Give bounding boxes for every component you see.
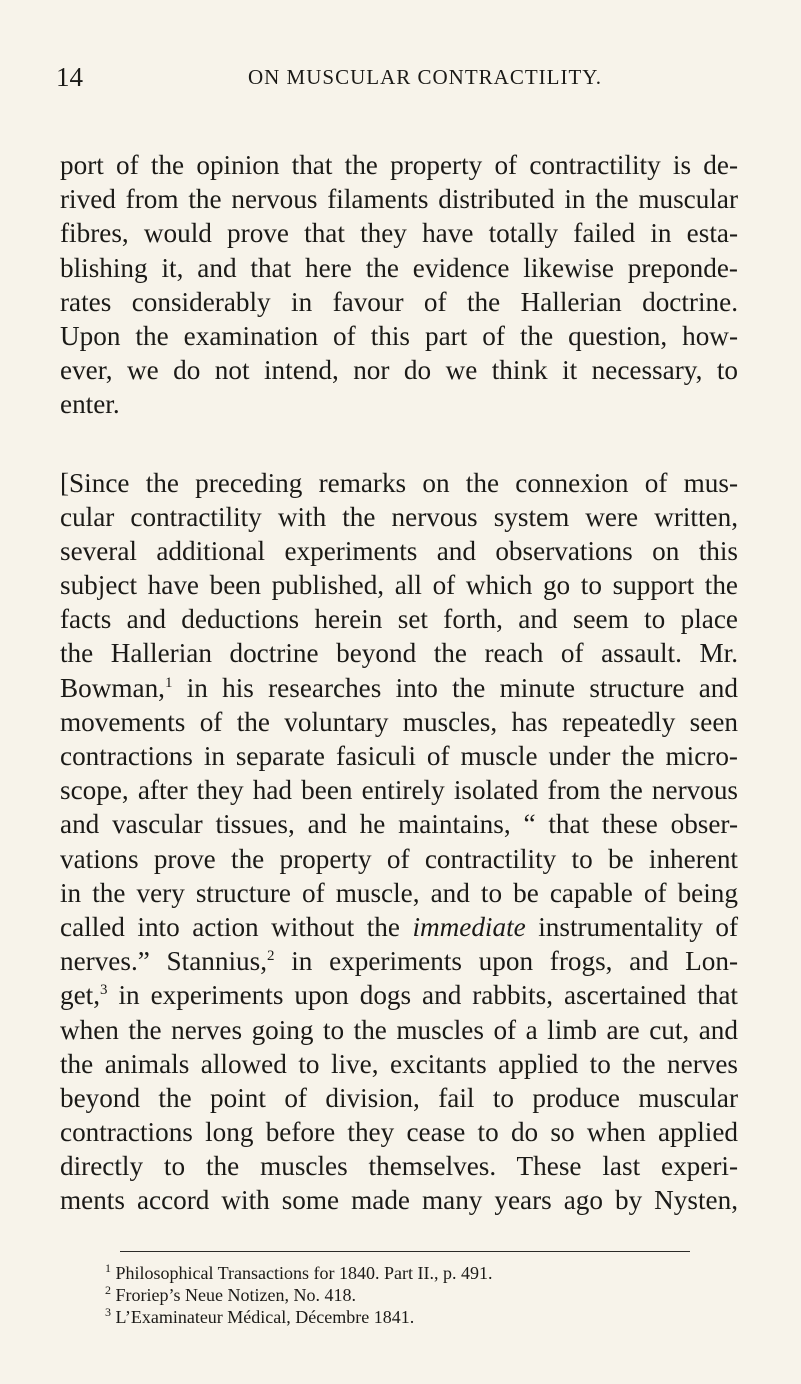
- footnote-marker: 3: [105, 1305, 111, 1319]
- emphasis: immediate: [412, 911, 526, 942]
- footnote-marker: 1: [105, 1261, 111, 1275]
- text-line: vations prove the property of contractility to be inherent: [60, 843, 738, 874]
- footnote: [105, 1262, 725, 1284]
- text-line: and vascular tissues, and he maintains, “ that these obser-: [60, 809, 738, 840]
- text-line: when the nerves going to the muscles of a limb are cut, and: [60, 1014, 738, 1045]
- footnote: [105, 1306, 725, 1328]
- text-line: movements of the voluntary muscles, has repeatedly seen: [60, 706, 738, 737]
- footnote-divider: [120, 1251, 690, 1252]
- text-span: in his researches into the minute structure and: [172, 672, 738, 703]
- text-line: ments accord with some made many years ago by Nysten,: [60, 1185, 738, 1216]
- text-line: facts and deductions herein set forth, and seem to place: [60, 604, 738, 635]
- text-line: beyond the point of division, fail to produce muscular: [60, 1082, 738, 1113]
- page-header: [0, 62, 801, 98]
- footnote-marker: 2: [105, 1283, 111, 1297]
- page-number: 14: [56, 62, 83, 92]
- text-line: the Hallerian doctrine beyond the reach of assault. Mr.: [60, 638, 738, 669]
- text-span: instrumentality of: [525, 911, 738, 942]
- text-line: directly to the muscles themselves. These last experi-: [60, 1151, 738, 1182]
- text-span: get,: [60, 980, 101, 1011]
- running-title: ON MUSCULAR CONTRACTILITY.: [247, 65, 603, 89]
- text-span: in experiments upon dogs and rabbits, ascertained that: [107, 980, 738, 1011]
- paragraph-2: [60, 466, 738, 1218]
- text-line: contractions long before they cease to do so when applied: [60, 1117, 738, 1148]
- paragraph-1: [60, 148, 738, 422]
- text-line: rived from the nervous filaments distributed in the muscular: [60, 184, 738, 215]
- text-span: in experiments upon frogs, and Lon-: [274, 946, 738, 977]
- footnote-text: Froriep’s Neue Notizen, No. 418.: [111, 1285, 356, 1305]
- footnote-ref: 3: [100, 982, 108, 999]
- body-text: [60, 148, 738, 1218]
- footnote-ref: 2: [267, 948, 275, 965]
- text-span: nerves.” Stannius,: [60, 946, 267, 977]
- text-line: several additional experiments and observations on this: [60, 535, 738, 566]
- text-line: [60, 944, 738, 978]
- footnote-ref: 1: [164, 674, 173, 691]
- text-line: fibres, would prove that they have totally failed in esta-: [60, 218, 738, 249]
- footnote: [105, 1284, 725, 1306]
- text-span: called into action without the: [60, 911, 413, 942]
- text-line: Upon the examination of this part of the question, how-: [60, 320, 738, 351]
- footnote-text: L’Examinateur Médical, Décembre 1841.: [111, 1307, 415, 1327]
- text-span: Bowman,: [60, 672, 165, 703]
- text-line: scope, after they had been entirely isolated from the nervous: [60, 775, 738, 806]
- text-line: port of the opinion that the property of contractility is de-: [60, 150, 738, 180]
- text-line: ever, we do not intend, nor do we think it necessary, to: [60, 355, 738, 386]
- footnotes: [105, 1262, 725, 1328]
- text-line: [60, 910, 738, 944]
- text-line: cular contractility with the nervous system were written,: [60, 501, 738, 532]
- text-line: [Since the preceding remarks on the connexion of mus-: [60, 467, 738, 498]
- text-line: enter.: [60, 389, 120, 420]
- text-line: [60, 978, 738, 1012]
- text-line: blishing it, and that here the evidence likewise preponde-: [60, 252, 738, 283]
- text-line: the animals allowed to live, excitants applied to the nerves: [60, 1048, 738, 1079]
- footnote-text: Philosophical Transactions for 1840. Part II., p. 491.: [111, 1263, 493, 1283]
- text-line: contractions in separate fasiculi of muscle under the micro-: [60, 741, 738, 771]
- text-line: rates considerably in favour of the Hallerian doctrine.: [60, 286, 738, 317]
- text-line: in the very structure of muscle, and to be capable of being: [60, 877, 738, 908]
- text-line: subject have been published, all of which go to support the: [60, 570, 738, 601]
- text-line: [60, 671, 738, 705]
- paragraph-gap: [60, 422, 738, 466]
